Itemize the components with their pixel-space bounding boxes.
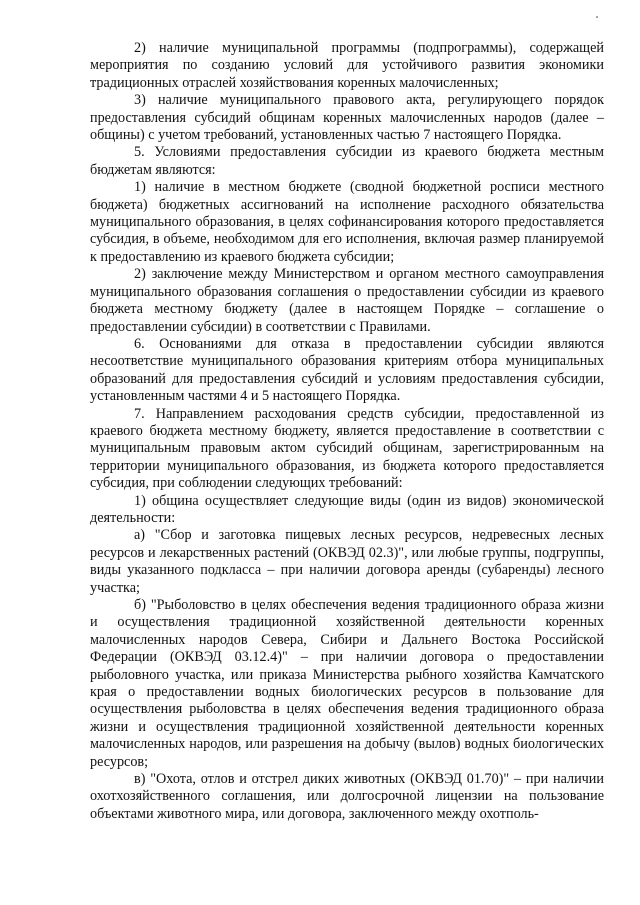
paragraph-municipal-legal-act: 3) наличие муниципального правового акта, регулирующего порядок предоставления субсидий общинам коренных малочисленных народов (далее – общины) с учетом требований, установленных частью 7 настоящего Порядка. [90,92,604,144]
paragraph-item-a-forest: а) "Сбор и заготовка пищевых лесных ресурсов, недревесных лесных ресурсов и лекарственных растений (ОКВЭД 02.3)", или любые группы, подгруппы, виды указанного подкласса – при наличии договора аренды (субаренды) лесного участка; [90,527,604,596]
paragraph-agreement: 2) заключение между Министерством и органом местного самоуправления муниципального образования соглашения о предоставлении субсидии из краевого бюджета местному бюджету (далее в настоящем Порядке – соглашение о предоставлении субсидии) в соответствии с Правилами. [90,266,604,335]
paragraph-section-6-refusal: 6. Основаниями для отказа в предоставлении субсидии являются несоответствие муниципального образования критериям отбора муниципальных образований для предоставления субсидий и условиям предоставления субсидии, установленным частями 4 и 5 настоящего Порядка. [90,335,604,405]
paragraph-section-7-direction: 7. Направлением расходования средств субсидии, предоставленной из краевого бюджета местному бюджету, является предоставление в соответствии с муниципальным правовым актом субсидий общинам, зарегистрированным на территории муниципального образования, из бюджета которого предоставляется субсидия, при соблюдении следующих требований: [90,405,604,492]
scan-speck [596,16,598,18]
paragraph-section-5-conditions: 5. Условиями предоставления субсидии из краевого бюджета местным бюджетам являются: [90,144,604,178]
paragraph-municipal-program: 2) наличие муниципальной программы (подпрограммы), содержащей мероприятия по созданию условий для устойчивого развития экономики традиционных отраслей хозяйствования коренных малочисленных; [90,40,604,91]
paragraph-item-b-fishing: б) "Рыболовство в целях обеспечения ведения традиционного образа жизни и осуществления традиционной хозяйственной деятельности коренных малочисленных народов Севера, Сибири и Дальнего Востока Российской Федерации (ОКВЭД 03.12.4)" – при наличии договора о предоставлении рыболовного участка, или приказа Министерства рыбного хозяйства Камчатского края о предоставлении водных биологических ресурсов в пользование для осуществления рыболовства в целях обеспечения ведения традиционного образа жизни и осуществления традиционной хозяйственной деятельности коренных малочисленных народов, или разрешения на добычу (вылов) водных биологических ресурсов; [90,597,604,770]
paragraph-budget-allocations: 1) наличие в местном бюджете (сводной бюджетной росписи местного бюджета) бюджетных ассигнований на исполнение расходного обязательства муниципального образования, в целях софинансирования которого предоставляется субсидия, в объеме, необходимом для его исполнения, включая размер планируемой к предоставлению из краевого бюджета субсидии; [90,179,604,265]
paragraph-item-v-hunting: в) "Охота, отлов и отстрел диких животных (ОКВЭД 01.70)" – при наличии охотхозяйственного соглашения, или долгосрочной лицензии на пользование объектами животного мира, или договора, заключенного между охотполь- [90,771,604,822]
document-body [90,40,604,823]
paragraph-activity-types: 1) община осуществляет следующие виды (один из видов) экономической деятельности: [90,492,604,526]
